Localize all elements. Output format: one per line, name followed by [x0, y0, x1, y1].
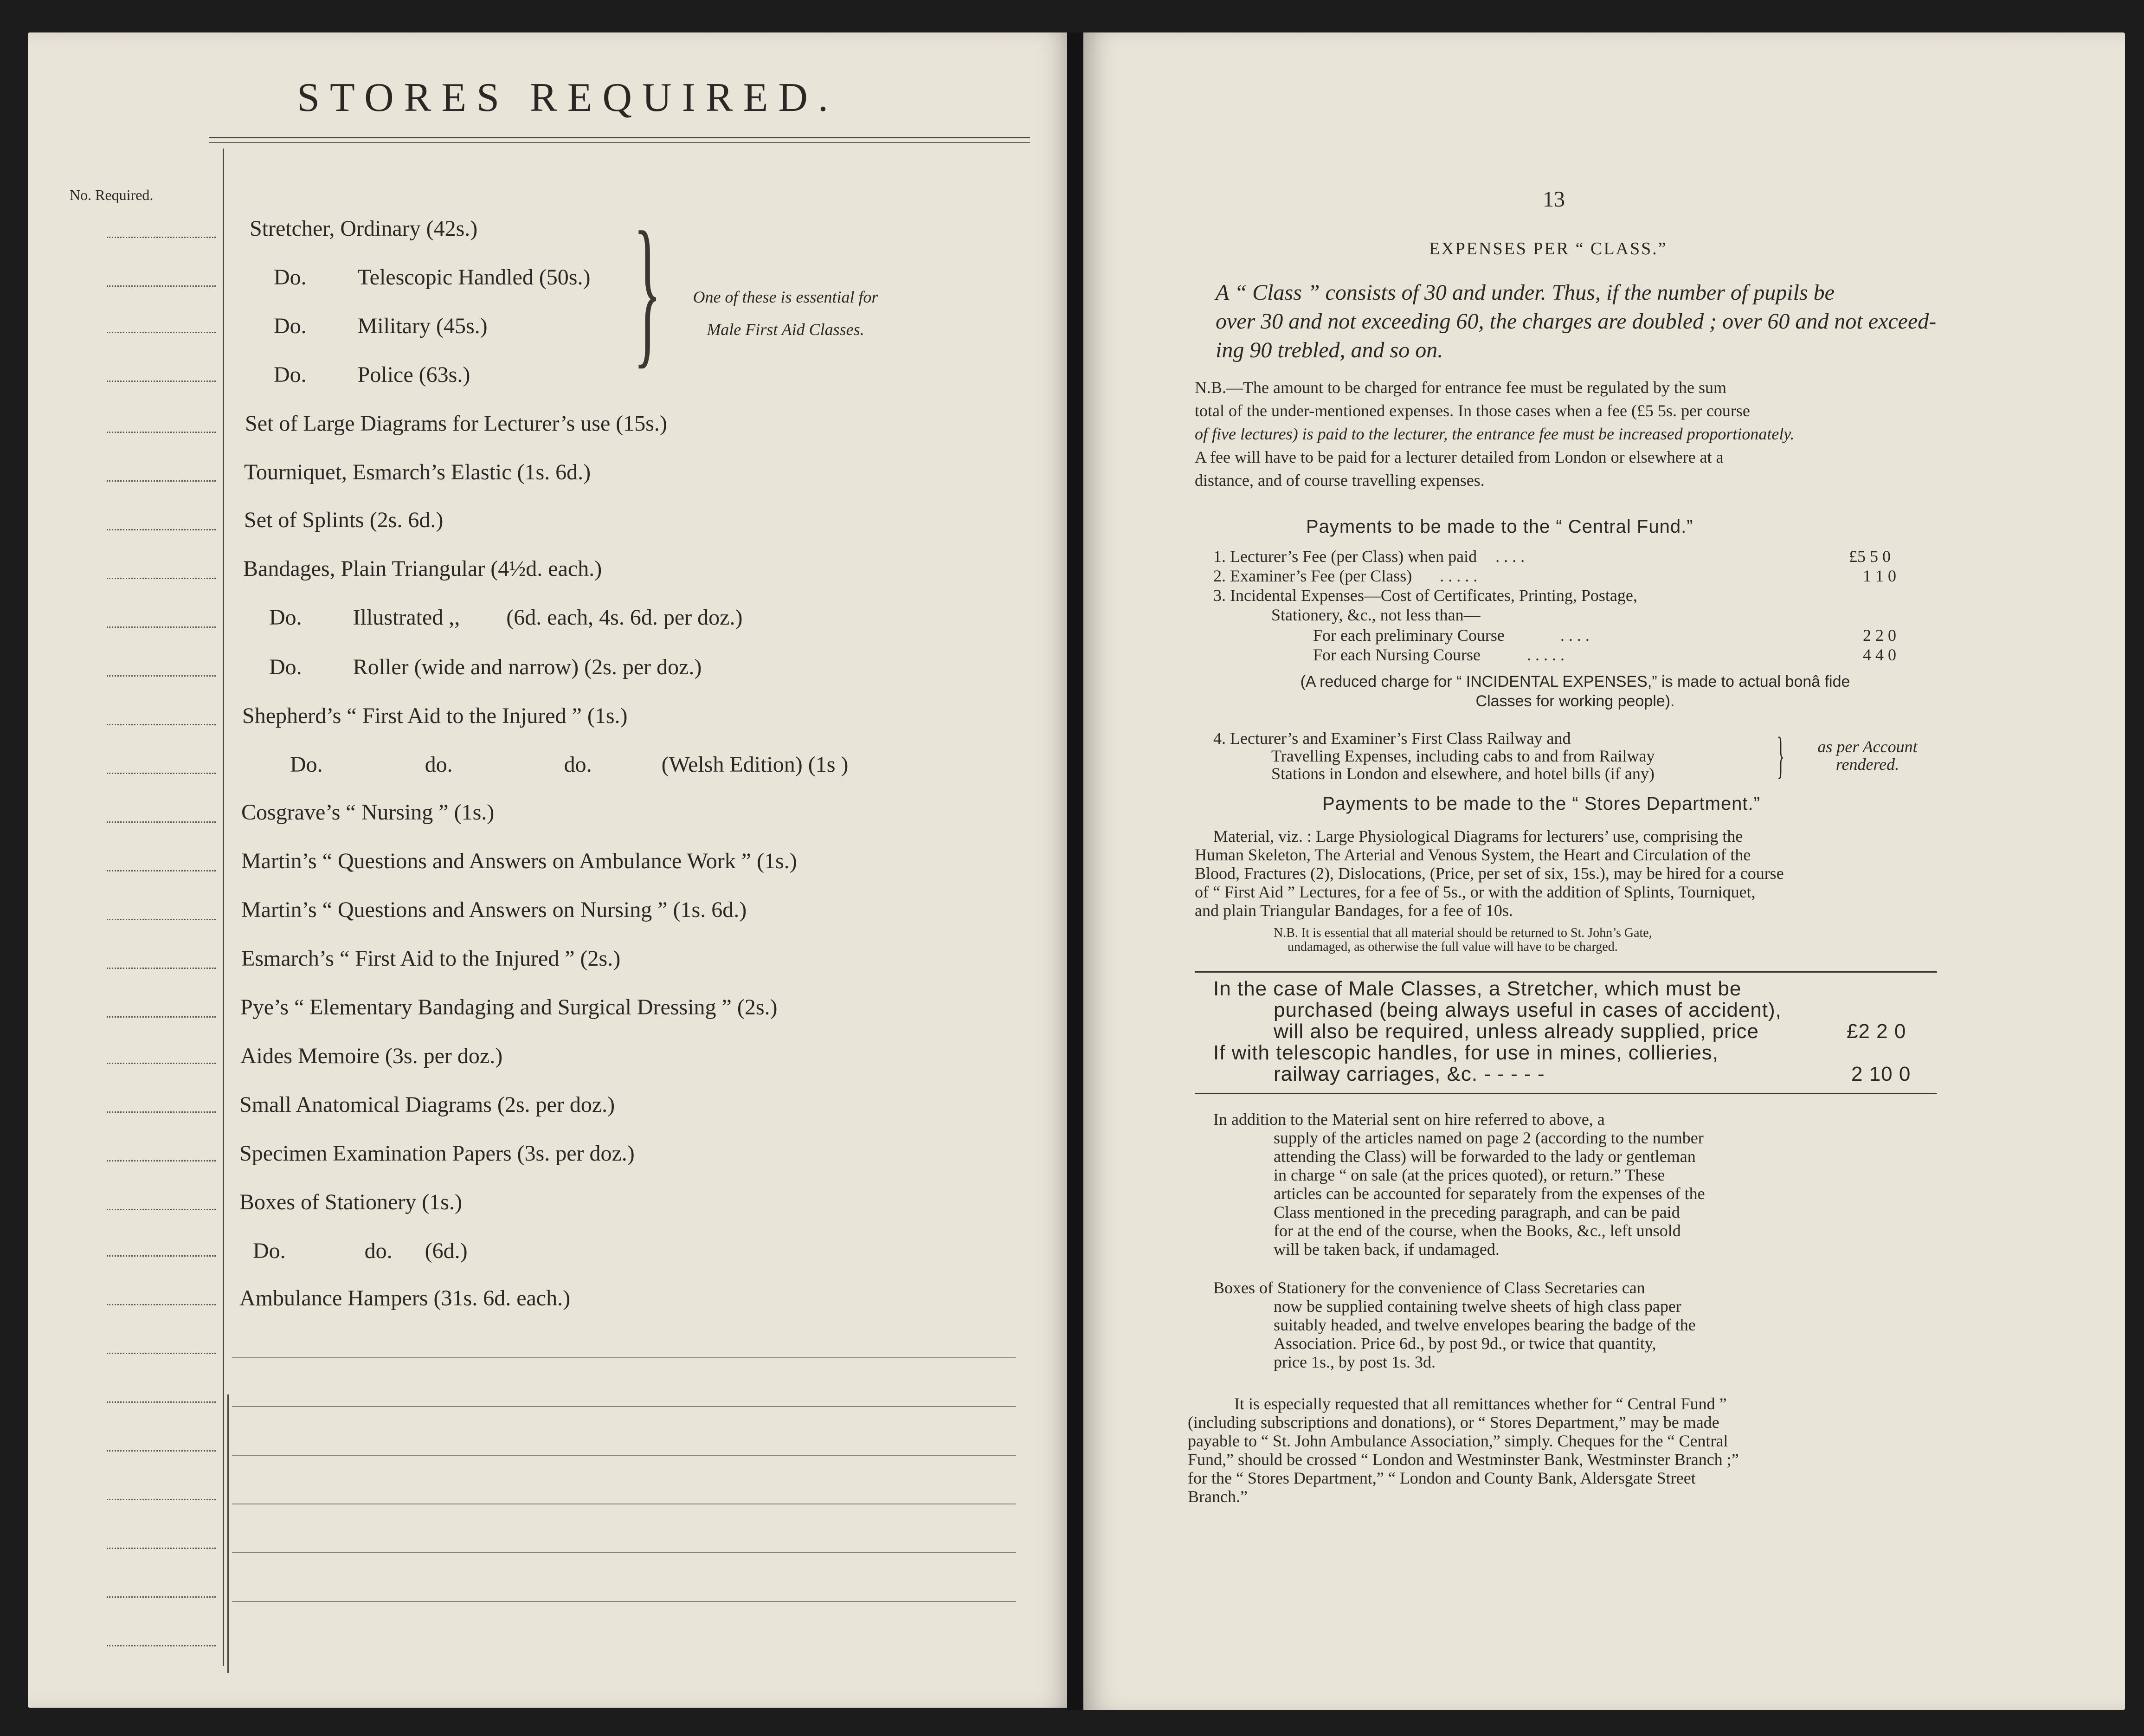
item-stretcher-telescopic: Do. Telescopic Handled (50s.)	[274, 265, 591, 290]
item-shepherd-welsh: Do. do. do. (Welsh Edition) (1s )	[290, 752, 849, 777]
quantity-blank[interactable]	[107, 1596, 216, 1598]
addition-paragraph: In addition to the Material sent on hire referred to above, a supply of the articles named on page 2 (according to the number attending the Class) will be forwarded to the lady or gentleman in charge “ on sale (at the prices quoted), or return.” These articles can be accounted for separately from the expenses of the Class mentioned in the preceding paragraph, and can be paid for at the end of the course, when the Books, &c., left unsold will be taken back, if undamaged.	[1213, 1110, 1705, 1258]
quantity-blank[interactable]	[107, 1111, 216, 1113]
telescopic-price: 2 10 0	[1851, 1063, 1911, 1085]
item-martin-ambulance: Martin’s “ Questions and Answers on Ambulance Work ” (1s.)	[241, 849, 797, 873]
fee-row: 1. Lecturer’s Fee (per Class) when paid . . . .	[1213, 547, 1525, 566]
section-rule	[1195, 971, 1937, 973]
blank-line[interactable]	[232, 1552, 1016, 1553]
item-aides-memoire: Aides Memoire (3s. per doz.)	[240, 1044, 503, 1068]
stores-department-heading: Payments to be made to the “ Stores Department.”	[1322, 794, 1760, 814]
quantity-blank[interactable]	[107, 432, 216, 433]
item-stretcher-military: Do. Military (45s.)	[274, 314, 488, 338]
blank-line[interactable]	[232, 1601, 1016, 1602]
material-paragraph: Material, viz. : Large Physiological Diagrams for lecturers’ use, comprising the Human Skeleton, The Arterial and Venous System, the Heart and Circulation of the Blood, Fractures (2), Dislocations, (Price, per set of six, 15s.), may be hired for a course of “ First Aid ” Lectures, for a fee of 5s., or with the addition of Splints, Tourniquet, and plain Triangular Bandages, for a fee of 10s.	[1195, 827, 1784, 920]
quantity-blank[interactable]	[107, 1353, 216, 1354]
travel-expenses: 4. Lecturer’s and Examiner’s First Class Railway and Travelling Expenses, including cabs to and from Railway Stations in London and elsewhere, and hotel bills (if any)	[1213, 729, 1655, 783]
item-pye: Pye’s “ Elementary Bandaging and Surgical Dressing ” (2s.)	[240, 995, 778, 1020]
male-classes-notice: In the case of Male Classes, a Stretcher, which must be purchased (being always useful in cases of accident), will also be required, unless already supplied, price If with telescopic handles, for use in mines, collieries, railway carriages, &c. - - - - -	[1213, 977, 1782, 1085]
column-divider-lower	[227, 1394, 229, 1673]
quantity-blank[interactable]	[107, 1645, 216, 1646]
item-small-diagrams: Small Anatomical Diagrams (2s. per doz.)	[239, 1092, 615, 1117]
item-stretcher-police: Do. Police (63s.)	[274, 362, 470, 387]
quantity-blank[interactable]	[107, 285, 216, 287]
fee-row: For each Nursing Course . . . . .	[1313, 645, 1565, 664]
remittances-paragraph: It is especially requested that all remittances whether for “ Central Fund ” (including subscriptions and donations), or “ Stores Department,” may be made payable to “ St. John Ambulance Association,” simply. Cheques for the “ Central Fund,” should be crossed “ London and Westminster Bank, Westminster Branch ;” for the “ Stores Department,” “ London and County Bank, Aldersgate Street Branch.”	[1188, 1394, 1739, 1506]
item-bandages-illustrated: Do. Illustrated ,, (6d. each, 4s. 6d. per doz.)	[269, 605, 743, 630]
item-splints: Set of Splints (2s. 6d.)	[244, 508, 444, 532]
item-ambulance-hampers: Ambulance Hampers (31s. 6d. each.)	[239, 1286, 571, 1310]
quantity-blank[interactable]	[107, 968, 216, 969]
quantity-blank[interactable]	[107, 1548, 216, 1549]
travel-note: as per Account rendered.	[1817, 737, 1918, 774]
blank-line[interactable]	[232, 1357, 1016, 1358]
quantity-blank[interactable]	[107, 332, 216, 333]
quantity-blank[interactable]	[107, 480, 216, 482]
blank-line[interactable]	[232, 1455, 1016, 1456]
quantity-blank[interactable]	[107, 578, 216, 579]
blank-line[interactable]	[232, 1406, 1016, 1407]
quantity-blank[interactable]	[107, 626, 216, 628]
quantity-blank[interactable]	[107, 870, 216, 871]
section-rule	[1195, 1093, 1937, 1094]
stretcher-price: £2 2 0	[1847, 1020, 1906, 1043]
quantity-blank[interactable]	[107, 1401, 216, 1403]
item-large-diagrams: Set of Large Diagrams for Lecturer’s use (15s.)	[245, 411, 667, 436]
quantity-blank[interactable]	[107, 1063, 216, 1064]
quantity-blank[interactable]	[107, 1255, 216, 1257]
item-shepherd: Shepherd’s “ First Aid to the Injured ” (1s.)	[242, 703, 628, 728]
fee-amount: £5 5 0	[1849, 547, 1891, 566]
stores-required-title: STORES REQUIRED.	[297, 75, 838, 120]
item-martin-nursing: Martin’s “ Questions and Answers on Nursing ” (1s. 6d.)	[241, 897, 747, 922]
fee-row: For each preliminary Course . . . .	[1313, 626, 1590, 645]
page-number: 13	[1543, 187, 1565, 212]
quantity-blank[interactable]	[107, 1450, 216, 1452]
quantity-blank[interactable]	[107, 724, 216, 725]
item-cosgrave: Cosgrave’s “ Nursing ” (1s.)	[241, 800, 495, 825]
fee-amount: 1 1 0	[1863, 567, 1896, 585]
fee-row: 3. Incidental Expenses—Cost of Certificates, Printing, Postage,	[1213, 586, 1637, 605]
quantity-blank[interactable]	[107, 1160, 216, 1162]
quantity-blank[interactable]	[107, 237, 216, 238]
expenses-title: EXPENSES PER “ CLASS.”	[1429, 239, 1668, 258]
item-stretcher-ordinary: Stretcher, Ordinary (42s.)	[250, 216, 478, 241]
item-tourniquet: Tourniquet, Esmarch’s Elastic (1s. 6d.)	[244, 460, 591, 484]
item-bandages-roller: Do. Roller (wide and narrow) (2s. per doz.)	[269, 655, 702, 679]
nb-paragraph: N.B.—The amount to be charged for entrance fee must be regulated by the sum total of the under-mentioned expenses. In those cases when a fee (£5 5s. per course of five lectures) is paid to the lecturer, the entrance fee must be increased proportionately. A fee will have to be paid for a lecturer detailed from London or elsewhere at a distance, and of course travelling expenses.	[1195, 378, 1795, 490]
item-boxes-stationery-small: Do. do. (6d.)	[253, 1239, 468, 1263]
quantity-blank[interactable]	[107, 1016, 216, 1018]
brace-note: One of these is essential for Male First Aid Classes.	[693, 288, 878, 339]
quantity-blank[interactable]	[107, 821, 216, 823]
fee-row: 2. Examiner’s Fee (per Class) . . . . .	[1213, 567, 1478, 585]
no-required-header: No. Required.	[70, 187, 154, 203]
quantity-blank[interactable]	[107, 1209, 216, 1210]
brace-icon: }	[633, 197, 662, 382]
quantity-blank[interactable]	[107, 1499, 216, 1500]
brace-icon: }	[1777, 727, 1784, 783]
item-boxes-stationery: Boxes of Stationery (1s.)	[239, 1190, 462, 1214]
fee-amount: 4 4 0	[1863, 645, 1896, 664]
quantity-blank[interactable]	[107, 675, 216, 677]
fee-amount: 2 2 0	[1863, 626, 1896, 645]
material-nb: N.B. It is essential that all material should be returned to St. John’s Gate, undamaged, as otherwise the full value will have to be charged.	[1274, 926, 1652, 954]
title-rule-secondary	[209, 142, 1030, 143]
quantity-blank[interactable]	[107, 529, 216, 530]
item-esmarch: Esmarch’s “ First Aid to the Injured ” (2s.)	[241, 946, 621, 971]
reduced-charge-note: (A reduced charge for “ INCIDENTAL EXPENSES,” is made to actual bonâ fide Classes for working people).	[1300, 673, 1850, 710]
quantity-blank[interactable]	[107, 381, 216, 382]
item-specimen-papers: Specimen Examination Papers (3s. per doz.)	[239, 1141, 635, 1166]
item-bandages-triangular: Bandages, Plain Triangular (4½d. each.)	[243, 556, 602, 581]
title-rule	[209, 137, 1030, 138]
boxes-stationery-paragraph: Boxes of Stationery for the convenience of Class Secretaries can now be supplied containing twelve sheets of high class paper suitably headed, and twelve envelopes bearing the badge of the Association. Price 6d., by post 9d., or twice that quantity, price 1s., by post 1s. 3d.	[1213, 1278, 1696, 1371]
quantity-blank[interactable]	[107, 773, 216, 774]
central-fund-heading: Payments to be made to the “ Central Fund.”	[1306, 516, 1693, 537]
quantity-blank[interactable]	[107, 919, 216, 920]
quantity-blank[interactable]	[107, 1304, 216, 1305]
class-definition: A “ Class ” consists of 30 and under. Thus, if the number of pupils be over 30 and not exceeding 60, the charges are doubled ; over 60 and not exceed- ing 90 trebled, and so on.	[1216, 280, 1937, 362]
fee-row: Stationery, &c., not less than—	[1271, 606, 1481, 624]
column-divider	[223, 148, 224, 1666]
